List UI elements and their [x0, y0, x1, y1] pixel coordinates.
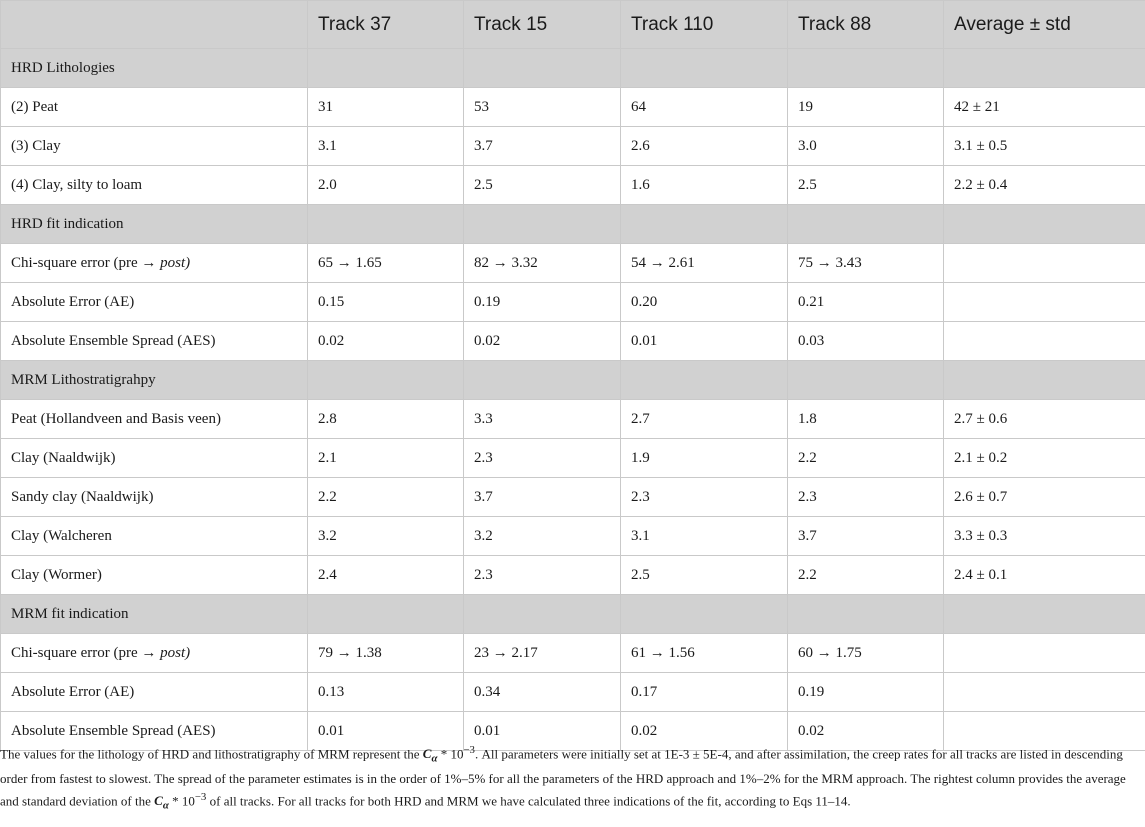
- section-empty-cell: [944, 595, 1145, 634]
- table-body: [1, 49, 1145, 751]
- value-cell: 2.2: [308, 478, 464, 517]
- average-cell: 2.7 ± 0.6: [944, 400, 1145, 439]
- section-empty-cell: [308, 361, 464, 400]
- section-empty-cell: [621, 205, 788, 244]
- table-row: [1, 322, 1145, 361]
- value-cell: 3.1: [308, 127, 464, 166]
- average-cell: [944, 244, 1145, 283]
- value-cell: 2.3: [621, 478, 788, 517]
- caption-part: −3: [463, 744, 475, 756]
- section-empty-cell: [464, 49, 621, 88]
- section-empty-cell: [621, 49, 788, 88]
- section-row: [1, 361, 1145, 400]
- row-label: [1, 322, 308, 361]
- row-label-text: Absolute Ensemble Spread (AES): [11, 332, 216, 349]
- value-cell: 0.01: [464, 712, 621, 751]
- row-label: [1, 88, 308, 127]
- table-row: [1, 634, 1145, 673]
- section-label: HRD fit indication: [1, 205, 308, 244]
- value-cell: 2.2: [788, 556, 944, 595]
- value-cell: 0.19: [788, 673, 944, 712]
- row-label-text: Sandy clay (Naaldwijk): [11, 488, 154, 505]
- section-label: HRD Lithologies: [1, 49, 308, 88]
- value-cell: 3.7: [788, 517, 944, 556]
- value-cell: 53: [464, 88, 621, 127]
- section-empty-cell: [464, 205, 621, 244]
- section-empty-cell: [944, 205, 1145, 244]
- value-cell: 3.1: [621, 517, 788, 556]
- section-row: [1, 49, 1145, 88]
- caption-part: α: [431, 752, 438, 765]
- average-cell: [944, 283, 1145, 322]
- header-cell-track: Track 88: [788, 1, 944, 49]
- caption-text: [0, 741, 1145, 816]
- value-cell: 0.01: [308, 712, 464, 751]
- row-label: [1, 166, 308, 205]
- caption-part: of all tracks. For all tracks for both HRD and MRM we have calculated three indications of the fit, according to Eqs 11–14.: [206, 793, 851, 809]
- value-cell: 2.5: [788, 166, 944, 205]
- row-label: [1, 400, 308, 439]
- average-cell: 42 ± 21: [944, 88, 1145, 127]
- value-cell: 2.1: [308, 439, 464, 478]
- row-label-italic: post): [160, 644, 191, 661]
- value-cell: 0.02: [621, 712, 788, 751]
- table-row: [1, 673, 1145, 712]
- row-label-text: Peat (Hollandveen and Basis veen): [11, 410, 221, 427]
- average-cell: 2.4 ± 0.1: [944, 556, 1145, 595]
- row-label: [1, 244, 308, 283]
- value-cell: 2.3: [464, 439, 621, 478]
- value-cell: 61 → 1.56: [621, 634, 788, 673]
- value-cell: 2.6: [621, 127, 788, 166]
- table-row: [1, 478, 1145, 517]
- caption-part: C: [422, 746, 432, 762]
- table-row: [1, 244, 1145, 283]
- value-cell: 2.3: [788, 478, 944, 517]
- table-row: [1, 517, 1145, 556]
- caption-part: . All parameters were initially set at 1E-3 ± 5E-4, and after assimilation, the creep rates for all tracks are listed in descending order from fastest to slowest. The spread of the parameter estimates is in the order of 1%–5% for all the parameters of the HRD approach and 1%–2% for the MRM approach. The rightest column provides the average and standard deviation of the: [0, 746, 1126, 809]
- table-header-row: [1, 1, 1145, 49]
- table-row: [1, 556, 1145, 595]
- section-empty-cell: [788, 49, 944, 88]
- row-label-text: Chi-square error (pre →: [11, 254, 161, 271]
- average-cell: [944, 322, 1145, 361]
- row-label-italic: post): [160, 254, 191, 271]
- row-label-text: (2) Peat: [11, 98, 59, 115]
- section-label: MRM fit indication: [1, 595, 308, 634]
- row-label-text: Absolute Error (AE): [11, 293, 135, 310]
- section-label: MRM Lithostratigrahpy: [1, 361, 308, 400]
- section-empty-cell: [464, 595, 621, 634]
- average-cell: [944, 673, 1145, 712]
- value-cell: 0.02: [788, 712, 944, 751]
- average-cell: 3.1 ± 0.5: [944, 127, 1145, 166]
- value-cell: 23 → 2.17: [464, 634, 621, 673]
- value-cell: 2.8: [308, 400, 464, 439]
- table-row: [1, 439, 1145, 478]
- section-empty-cell: [944, 361, 1145, 400]
- value-cell: 60 → 1.75: [788, 634, 944, 673]
- value-cell: 2.5: [464, 166, 621, 205]
- section-empty-cell: [788, 595, 944, 634]
- value-cell: 0.02: [464, 322, 621, 361]
- value-cell: 2.2: [788, 439, 944, 478]
- average-cell: [944, 634, 1145, 673]
- value-cell: 2.5: [621, 556, 788, 595]
- c-alpha-symbol: [422, 746, 438, 765]
- row-label-text: (3) Clay: [11, 137, 61, 154]
- value-cell: 0.02: [308, 322, 464, 361]
- value-cell: 0.03: [788, 322, 944, 361]
- section-empty-cell: [621, 595, 788, 634]
- row-label-text: Absolute Error (AE): [11, 683, 135, 700]
- table-row: [1, 127, 1145, 166]
- row-label: [1, 127, 308, 166]
- value-cell: 0.34: [464, 673, 621, 712]
- header-cell-track: Track 110: [621, 1, 788, 49]
- row-label-text: Clay (Naaldwijk): [11, 449, 116, 466]
- caption-part: * 10: [437, 746, 464, 762]
- value-cell: 1.9: [621, 439, 788, 478]
- row-label: [1, 634, 308, 673]
- value-cell: 3.0: [788, 127, 944, 166]
- value-cell: 3.3: [464, 400, 621, 439]
- value-cell: 2.0: [308, 166, 464, 205]
- value-cell: 3.7: [464, 127, 621, 166]
- section-empty-cell: [788, 361, 944, 400]
- value-cell: 0.17: [621, 673, 788, 712]
- header-cell-label: [1, 1, 308, 49]
- value-cell: 1.8: [788, 400, 944, 439]
- value-cell: 79 → 1.38: [308, 634, 464, 673]
- section-row: [1, 595, 1145, 634]
- value-cell: 0.20: [621, 283, 788, 322]
- section-row: [1, 205, 1145, 244]
- section-empty-cell: [788, 205, 944, 244]
- row-label-text: (4) Clay, silty to loam: [11, 176, 143, 193]
- row-label: [1, 556, 308, 595]
- value-cell: 3.7: [464, 478, 621, 517]
- value-cell: 54 → 2.61: [621, 244, 788, 283]
- value-cell: 0.15: [308, 283, 464, 322]
- value-cell: 65 → 1.65: [308, 244, 464, 283]
- average-cell: 2.1 ± 0.2: [944, 439, 1145, 478]
- row-label-text: Clay (Walcheren: [11, 527, 112, 544]
- value-cell: 64: [621, 88, 788, 127]
- section-empty-cell: [944, 49, 1145, 88]
- value-cell: 3.2: [308, 517, 464, 556]
- caption-part: −3: [194, 790, 207, 803]
- value-cell: 0.21: [788, 283, 944, 322]
- header-cell-track: Track 15: [464, 1, 621, 49]
- value-cell: 82 → 3.32: [464, 244, 621, 283]
- average-cell: 3.3 ± 0.3: [944, 517, 1145, 556]
- value-cell: 3.2: [464, 517, 621, 556]
- section-empty-cell: [308, 49, 464, 88]
- row-label: [1, 517, 308, 556]
- section-empty-cell: [308, 205, 464, 244]
- value-cell: 0.19: [464, 283, 621, 322]
- header-cell-track: Average ± std: [944, 1, 1145, 49]
- row-label-text: Absolute Ensemble Spread (AES): [11, 722, 216, 739]
- value-cell: 31: [308, 88, 464, 127]
- section-empty-cell: [621, 361, 788, 400]
- value-cell: 75 → 3.43: [788, 244, 944, 283]
- c-alpha-symbol: [154, 793, 169, 812]
- value-cell: 2.3: [464, 556, 621, 595]
- row-label: [1, 478, 308, 517]
- value-cell: 2.4: [308, 556, 464, 595]
- row-label: [1, 283, 308, 322]
- table-row: [1, 166, 1145, 205]
- value-cell: 0.01: [621, 322, 788, 361]
- row-label: [1, 439, 308, 478]
- caption-part: The values for the lithology of HRD and lithostratigraphy of MRM represent the: [0, 746, 423, 762]
- caption-part: C: [154, 793, 163, 809]
- caption-part: α: [162, 799, 169, 812]
- table-row: [1, 283, 1145, 322]
- value-cell: 2.7: [621, 400, 788, 439]
- header-cell-track: Track 37: [308, 1, 464, 49]
- section-empty-cell: [464, 361, 621, 400]
- value-cell: 0.13: [308, 673, 464, 712]
- row-label: [1, 673, 308, 712]
- table-caption: [0, 741, 1145, 816]
- value-cell: 1.6: [621, 166, 788, 205]
- row-label-text: Chi-square error (pre →: [11, 644, 161, 661]
- table-row: [1, 400, 1145, 439]
- caption-part: * 10: [168, 793, 195, 809]
- row-label-text: Clay (Wormer): [11, 566, 102, 583]
- table-row: [1, 88, 1145, 127]
- value-cell: 19: [788, 88, 944, 127]
- average-cell: 2.2 ± 0.4: [944, 166, 1145, 205]
- average-cell: 2.6 ± 0.7: [944, 478, 1145, 517]
- section-empty-cell: [308, 595, 464, 634]
